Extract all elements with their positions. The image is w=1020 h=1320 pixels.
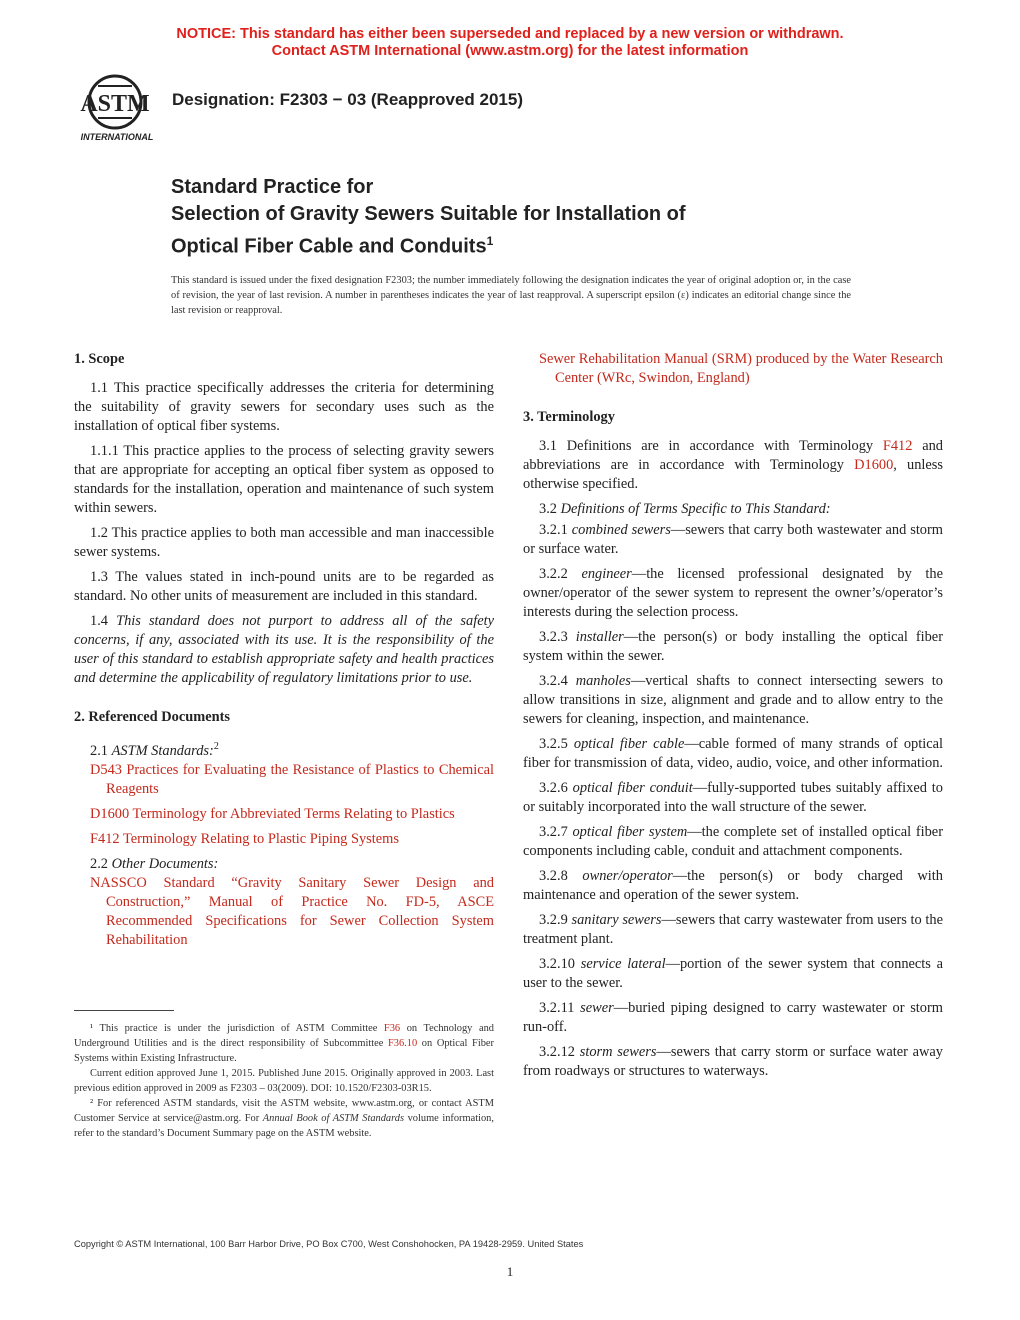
definition-3-2-3: 3.2.3 installer—the person(s) or body installing the optical fiber system within the sewer.: [523, 629, 943, 664]
definition-3-2-10: 3.2.10 service lateral—portion of the sewer system that connects a user to the sewer.: [523, 956, 943, 991]
para-1-1-1: 1.1.1 This practice applies to the process of selecting gravity sewers that are appropriate for accepting an optical fiber system as opposed to standards for the installation, operation and maintenance of such system within sewers.: [74, 443, 494, 516]
astm-reference-list: [74, 761, 494, 849]
ref-d543-link[interactable]: D543: [90, 761, 122, 778]
footnote-divider: [74, 1010, 174, 1011]
para-1-2: 1.2 This practice applies to both man accessible and man inaccessible sewer systems.: [74, 525, 494, 560]
link-f412[interactable]: F412: [882, 438, 913, 454]
definition-3-2-8: 3.2.8 owner/operator—the person(s) or body charged with maintenance and operation of the sewer system.: [523, 868, 943, 903]
other-documents-list: [74, 874, 494, 950]
title-line-1: Standard Practice for: [171, 176, 374, 198]
footnotes: [74, 1021, 494, 1141]
footnote-2: ² For referenced ASTM standards, visit the ASTM website, www.astm.org, or contact ASTM Customer Service at service@astm.org. For Annual Book of ASTM Standards volume information, refer to the standard’s Document Summary page on the ASTM website.: [74, 1098, 494, 1139]
para-2-1: 2.1 ASTM Standards:$^2$: [90, 741, 219, 759]
footnote-1-edition: Current edition approved June 1, 2015. Published June 2015. Originally approved in 2003. Last previous edition approved in 2009 as F2303 – 03(2009). DOI: 10.1520/F2303-03R15.: [74, 1068, 494, 1094]
ref-d1600-link[interactable]: D1600: [90, 805, 130, 822]
preface-note: This standard is issued under the fixed designation F2303; the number immediately following the designation indicates the year of original adoption or, in the case of revision, the year of last revision. A number in parentheses indicates the year of last reapproval. A superscript epsilon (ε) indicates an editorial change since the last revision or reapproval.: [171, 275, 851, 316]
ref-f412: F412 Terminology Relating to Plastic Piping Systems: [90, 830, 399, 847]
document-title: [171, 174, 686, 261]
title-line-3: Optical Fiber Cable and Conduits$^1$: [171, 234, 494, 258]
definition-3-2-1: 3.2.1 combined sewers—sewers that carry both wastewater and storm or surface water.: [523, 522, 943, 557]
para-1-4: 1.4 This standard does not purport to address all of the safety concerns, if any, associated with its use. It is the responsibility of the user of this standard to establish appropriate safety and health practices and determine the applicability of regulatory limitations prior to use.: [74, 613, 494, 686]
right-column: [523, 350, 943, 1087]
ref-d1600: D1600 Terminology for Abbreviated Terms Relating to Plastics: [90, 805, 455, 822]
left-column: [74, 350, 494, 956]
definition-3-2-7: 3.2.7 optical fiber system—the complete set of installed optical fiber components including cable, conduit and attachment components.: [523, 824, 943, 859]
definition-3-2-9: 3.2.9 sanitary sewers—sewers that carry wastewater from users to the treatment plant.: [523, 912, 943, 947]
definition-3-2-11: 3.2.11 sewer—buried piping designed to carry wastewater or storm run-off.: [523, 1000, 943, 1035]
ref-srm[interactable]: Sewer Rehabilitation Manual (SRM) produced by the Water Research Center (WRc, Swindon, England): [539, 351, 943, 386]
definition-3-2-5: 3.2.5 optical fiber cable—cable formed of many strands of optical fiber for transmission of data, video, audio, voice, and other information.: [523, 736, 944, 771]
astm-logo: [74, 74, 160, 144]
ref-nassco[interactable]: NASSCO Standard “Gravity Sanitary Sewer Design and Construction,” Manual of Practice No. FD-5, ASCE Recommended Specifications for Sewer Collection System Rehabilitation: [90, 874, 494, 948]
designation: Designation: F2303 − 03 (Reapproved 2015): [172, 90, 523, 109]
definition-3-2-6: 3.2.6 optical fiber conduit—fully-supported tubes suitably affixed to or suitably incorporated into the wall structure of the sewer.: [523, 780, 943, 815]
footnote-1: ¹ This practice is under the jurisdiction of ASTM Committee F36 on Technology and Underground Utilities and is the direct responsibility of Subcommittee F36.10 on Optical Fiber Systems within Existing Infrastructure.: [74, 1023, 494, 1064]
page-number: 1: [506, 1264, 514, 1279]
definition-3-2-12: 3.2.12 storm sewers—sewers that carry storm or surface water away from roadways or structures to waterways.: [523, 1044, 943, 1079]
ref-d543: D543 Practices for Evaluating the Resistance of Plastics to Chemical Reagents: [90, 761, 495, 797]
para-1-1: 1.1 This practice specifically addresses the criteria for determining the suitability of gravity sewers for secondary uses such as the installation of optical fiber systems.: [74, 380, 494, 434]
link-f36-10[interactable]: F36.10: [387, 1038, 418, 1049]
para-1-3: 1.3 The values stated in inch-pound units are to be regarded as standard. No other units of measurement are included in this standard.: [74, 569, 494, 604]
definition-3-2-2: 3.2.2 engineer—the licensed professional designated by the owner/operator of the sewer system to represent the owner’s/operator’s interests during the selection process.: [523, 566, 943, 620]
copyright-line: Copyright © ASTM International, 100 Barr Harbor Drive, PO Box C700, West Conshohocken, PA 19428-2959. United States: [74, 1239, 584, 1249]
definition-3-2-4: 3.2.4 manholes—vertical shafts to connect intersecting sewers to allow transitions in size, alignment and grade and to allow entry to the sewers for cleaning, inspection, and maintenance.: [523, 673, 943, 727]
link-f36[interactable]: F36: [383, 1023, 401, 1034]
section-2-heading: 2. Referenced Documents: [74, 709, 230, 725]
withdrawal-notice: [0, 26, 1020, 60]
para-2-2: 2.2 Other Documents:: [90, 855, 219, 872]
para-3-2: 3.2 Definitions of Terms Specific to This Standard:: [539, 501, 831, 517]
logo-subtext: INTERNATIONAL: [80, 132, 154, 142]
notice-line-2: Contact ASTM International (www.astm.org) for the latest information: [271, 43, 749, 59]
para-3-1: 3.1 Definitions are in accordance with Terminology F412 and abbreviations are in accordance with Terminology D1600, unless otherwise specified.: [523, 438, 943, 492]
logo-text: ASTM: [80, 91, 150, 117]
ref-f412-link[interactable]: F412: [90, 830, 120, 847]
link-d1600[interactable]: D1600: [854, 457, 894, 473]
section-3-heading: 3. Terminology: [523, 409, 615, 425]
notice-line-1: NOTICE: This standard has either been superseded and replaced by a new version or withdrawn.: [176, 26, 844, 42]
title-line-2: Selection of Gravity Sewers Suitable for Installation of: [171, 203, 686, 225]
srm-reference: [523, 350, 943, 388]
section-1-heading: 1. Scope: [74, 351, 125, 367]
